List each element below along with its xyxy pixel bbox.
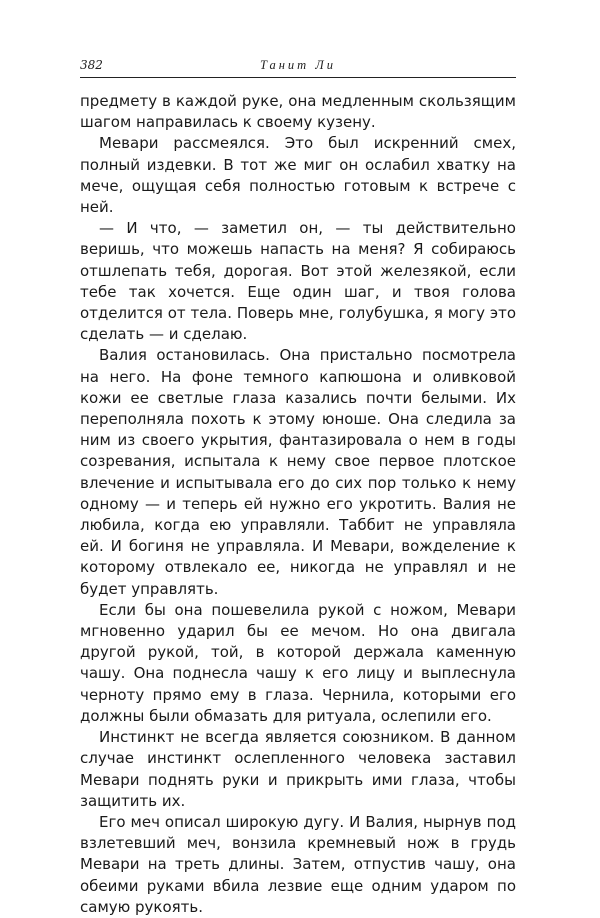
running-head: Танит Ли <box>259 58 337 72</box>
paragraph-2: Мевари рассмеялся. Это был искренний смех, полный издевки. В тот же миг он ослабил хватку на мече, ощущая себя полностью готовым к встрече с ней. <box>80 134 516 217</box>
paragraph-3: — И что, — заметил он, — ты действительно веришь, что можешь напасть на меня? Я собираюсь отшлепать тебя, дорогая. Вот этой железякой, если тебе так хочется. Еще один шаг, и твоя голова отделится от тела. Поверь мне, голубушка, я могу это сделать — и сделаю. <box>80 219 516 344</box>
paragraph-1: предмету в каждой руке, она медленным скользящим шагом направилась к своему кузену. <box>80 92 516 132</box>
paragraph-7: Его меч описал широкую дугу. И Валия, нырнув под взлетевший меч, вонзила кремневый нож в грудь Мевари на треть длины. Затем, отпустив чашу, она обеими руками вбила лезвие еще одним ударом по самую рукоять. <box>80 812 516 916</box>
page-number: 382 <box>80 58 103 72</box>
page-header <box>80 58 516 76</box>
body-text <box>80 91 516 918</box>
paragraph-5: Если бы она пошевелила рукой с ножом, Мевари мгновенно ударил бы ее мечом. Но она двигала другой рукой, той, в которой держала каменную чашу. Она поднесла чашу к его лицу и выплеснула черноту прямо ему в глаза. Чернила, которыми его должны были обмазать для ритуала, ослепили его. <box>80 600 516 725</box>
paragraph-4: Валия остановилась. Она пристально посмотрела на него. На фоне темного капюшона и оливковой кожи ее светлые глаза казались почти белыми. Их переполняла похоть к этому юноше. Она следила за ним из своего укрытия, фантазировала о нем в годы созревания, испытала к нему свое первое плотское влечение и испытывала его до сих пор только к нему одному — и теперь ей нужно его укротить. Валия не любила, когда ею управляли. Таббит не управляла ей. И богиня не управляла. И Мевари, вожделение к которому отвлекало ее, никогда не управлял и не будет управлять. <box>80 346 516 598</box>
paragraph-6: Инстинкт не всегда является союзником. В данном случае инстинкт ослепленного человека заставил Мевари поднять руки и прикрыть ими глаза, чтобы защитить их. <box>80 728 516 810</box>
header-rule <box>80 77 516 78</box>
